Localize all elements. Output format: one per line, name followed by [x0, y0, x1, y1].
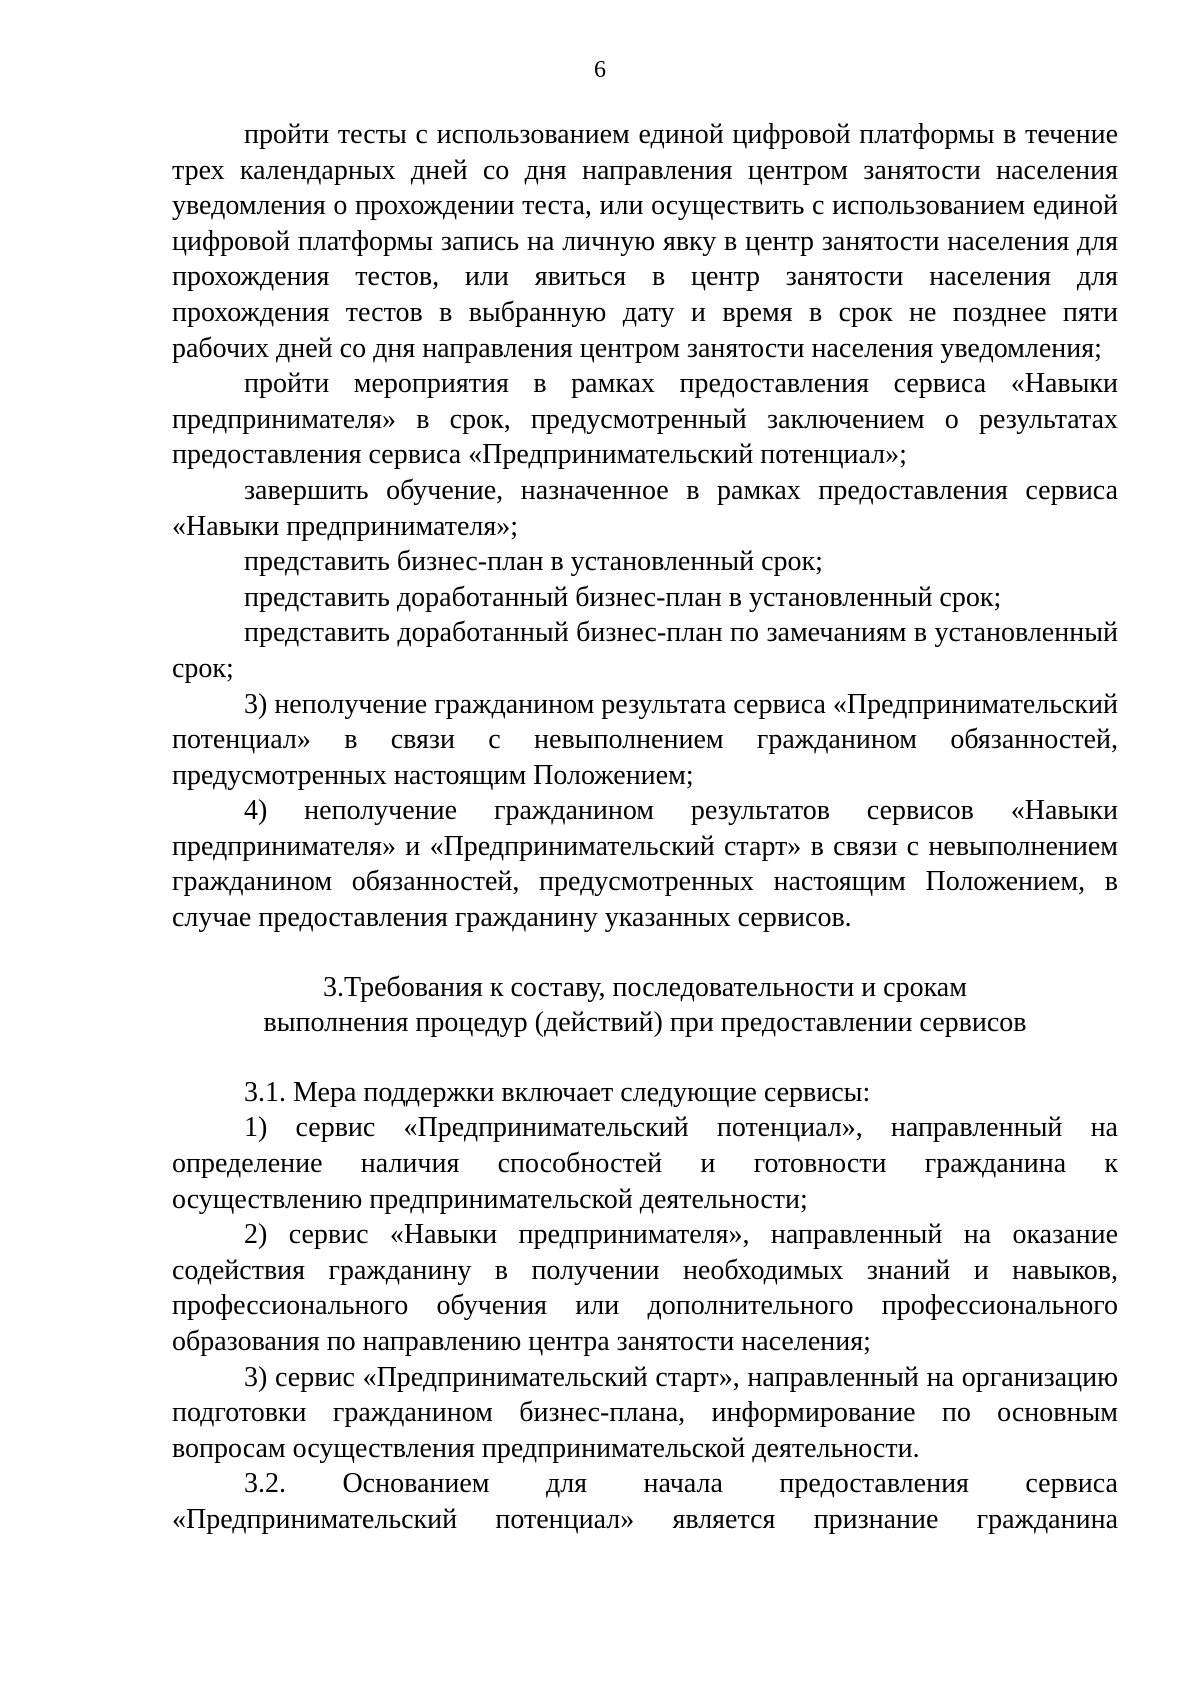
- paragraph: завершить обучение, назначенное в рамках предоставления сервиса «Навыки предпринимателя»;: [172, 474, 1118, 542]
- paragraph: 3) сервис «Предпринимательский старт», направленный на организацию подготовки гражданином бизнес-плана, информирование по основным вопросам осуществления предпринимательской деятельности.: [172, 1361, 1118, 1464]
- paragraph: пройти тесты с использованием единой цифровой платформы в течение трех календарных дней со дня направления центром занятости населения уведомления о прохождении теста, или осуществить с использованием единой цифровой платформы запись на личную явку в центр занятости населения для прохождения тестов, или явиться в центр занятости населения для прохождения тестов в выбранную дату и время в срок не позднее пяти рабочих дней со дня направления центром занятости населения уведомления;: [172, 119, 1118, 364]
- paragraph: 3) неполучение гражданином результата сервиса «Предпринимательский потенциал» в связи с невыполнением гражданином обязанностей, предусмотренных настоящим Положением;: [172, 688, 1118, 791]
- paragraph: представить доработанный бизнес-план в установленный срок;: [244, 581, 1002, 613]
- section-heading: [172, 970, 1118, 1041]
- paragraph: представить бизнес-план в установленный срок;: [244, 546, 823, 578]
- paragraph: 4) неполучение гражданином результатов сервисов «Навыки предпринимателя» и «Предпринимательский старт» в связи с невыполнением гражданином обязанностей, предусмотренных настоящим Положением, в случае предоставления гражданину указанных сервисов.: [172, 795, 1118, 934]
- paragraph: пройти мероприятия в рамках предоставления сервиса «Навыки предпринимателя» в срок, предусмотренный заключением о результатах предоставления сервиса «Предпринимательский потенциал»;: [172, 368, 1118, 471]
- paragraph: 1) сервис «Предпринимательский потенциал», направленный на определение наличия способностей и готовности гражданина к осуществлению предпринимательской деятельности;: [172, 1112, 1118, 1215]
- paragraph: 3.2. Основанием для начала предоставления сервиса «Предпринимательский потенциал» является признание гражданина: [172, 1468, 1118, 1535]
- document-body: [172, 117, 1118, 1538]
- paragraph: 2) сервис «Навыки предпринимателя», направленный на оказание содействия гражданину в получении необходимых знаний и навыков, профессионального обучения или дополнительного профессионального образования по направлению центра занятости населения;: [172, 1219, 1118, 1357]
- paragraph: 3.1. Мера поддержки включает следующие сервисы:: [244, 1076, 871, 1108]
- section-heading-line-2: выполнения процедур (действий) при предоставлении сервисов: [263, 1007, 1027, 1039]
- page-number: 6: [594, 57, 606, 83]
- paragraph: представить доработанный бизнес-план по замечаниям в установленный срок;: [172, 617, 1118, 684]
- section-heading-line-1: 3.Требования к составу, последовательности и срокам: [323, 971, 967, 1003]
